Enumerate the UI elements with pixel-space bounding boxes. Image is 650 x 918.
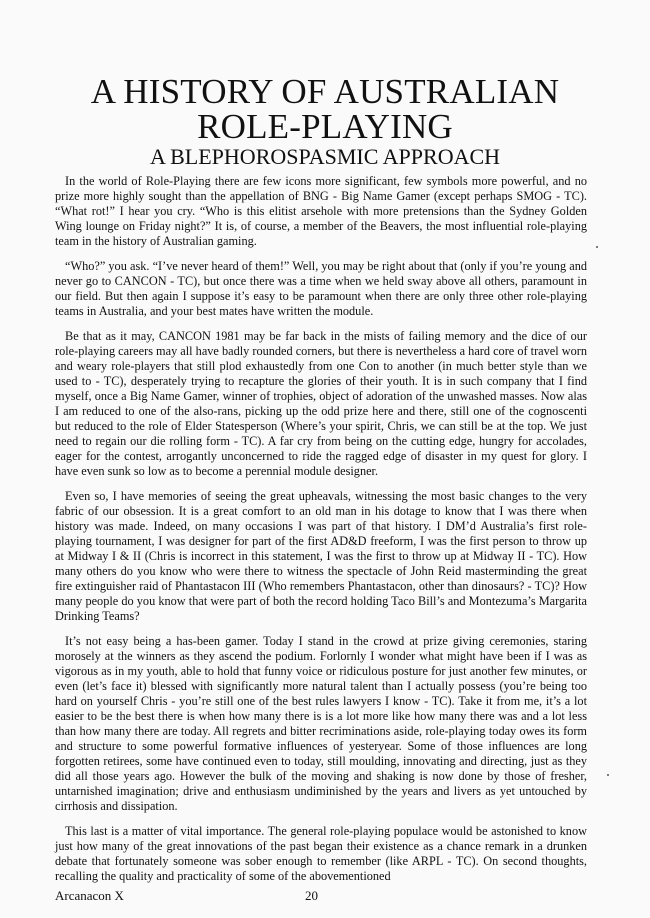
- paragraph-4: Even so, I have memories of seeing the great upheavals, witnessing the most basic changes to the very fabric of our obsession. It is a great comfort to an old man in his dotage to know that I was there when history was made. Indeed, on many occasions I was part of that history. I DM’d Australia’s first role-playing tournament, I was designer for part of the first AD&D freeform, I was the first person to throw up at Midway I & II (Chris is incorrect in this statement, I was the first to throw up at Midway II - TC). How many others do you know who were there to witness the spectacle of John Reid masterminding the great fire extinguisher raid of Phantastacon III (Who remembers Phantastacon, other than dinosaurs? - TC)? How many people do you know that were part of both the record holding Taco Bill’s and Montezuma’s Margarita Drinking Teams?: [55, 489, 587, 623]
- title-line-1: A HISTORY OF AUSTRALIAN: [90, 72, 560, 111]
- footer-publication: Arcanacon X: [55, 888, 124, 903]
- article-subtitle: A BLEPHOROSPASMIC APPROACH: [149, 144, 501, 169]
- article-body: [55, 174, 587, 894]
- paragraph-3: Be that as it may, CANCON 1981 may be far back in the mists of failing memory and the dice of our role-playing careers may all have badly rounded corners, but there is nevertheless a hard core of travel worn and weary role-players that still plod exhaustedly from one Con to another (in much better style than we used to - TC), desperately trying to recapture the glories of their youth. It is in such company that I find myself, once a Big Name Gamer, winner of trophies, object of adoration of the unwashed masses. Now alas I am reduced to one of the also-rans, picking up the odd prize here and there, still one of the cognoscenti but reduced to the role of Elder Statesperson (Where’s your spirit, Chris, we can still be at the top. We just need to regain our die rolling form - TC). A far cry from being on the cutting edge, hungry for accolades, eager for the contest, arrogantly unconcerned to ride the ragged edge of disaster in my quest for glory. I have even sunk so low as to become a perennial module designer.: [55, 329, 587, 478]
- paragraph-5: It’s not easy being a has-been gamer. Today I stand in the crowd at prize giving ceremonies, staring morosely at the winners as they ascend the podium. Forlornly I wonder what might have been if I was as vigorous as in my youth, able to hold that funny voice or ridiculous posture for just another few minutes, or even (let’s face it) blessed with significantly more natural talent than I actually possess (you’re being too hard on yourself Chris - you’re still one of the best rules lawyers I know - TC). Take it from me, it’s a lot easier to be the best there is when how many there is is a lot more like how many there was and a lot less than how many there are today. All regrets and bitter recriminations aside, role-playing today owes its form and structure to some powerful formative influences of yesteryear. Some of those influences are long forgotten retirees, some have continued even to today, still moulding, innovating and directing, just as they did all those years ago. However the bulk of the moving and shaking is now done by those of fresher, untarnished imagination; drive and enthusiasm undiminished by the years and livers as yet untouched by cirrhosis and dissipation.: [55, 634, 587, 813]
- page-number: 20: [305, 888, 318, 903]
- paragraph-2: “Who?” you ask. “I’ve never heard of them!” Well, you may be right about that (only if you’re young and never go to CANCON - TC), but once there was a time when we held sway above all others, paramount in our field. But then again I suppose it’s easy to be paramount when there are only three other role-playing teams in Australia, and your best mates have written the module.: [55, 259, 587, 318]
- title-line-2: ROLE-PLAYING: [197, 107, 453, 146]
- scan-speck: [596, 246, 598, 248]
- paragraph-1: In the world of Role-Playing there are few icons more significant, few symbols more powerful, and no prize more highly sought than the appellation of BNG - Big Name Gamer (except perhaps SMOG - TC). “What rot!” I hear you cry. “Who is this elitist arsehole with more pretensions than the Sydney Golden Wing lounge on Friday night?” It is, of course, a member of the Beavers, the most influential role-playing team in the history of Australian gaming.: [55, 174, 587, 248]
- paragraph-6: This last is a matter of vital importance. The general role-playing populace would be astonished to know just how many of the great innovations of the past began their existence as a chance remark in a drunken debate that fortunately someone was sober enough to remember (like ARPL - TC). On second thoughts, recalling the quality and practicality of some of the abovementioned: [55, 824, 587, 883]
- scan-speck: [607, 774, 609, 776]
- article-title: [0, 74, 650, 144]
